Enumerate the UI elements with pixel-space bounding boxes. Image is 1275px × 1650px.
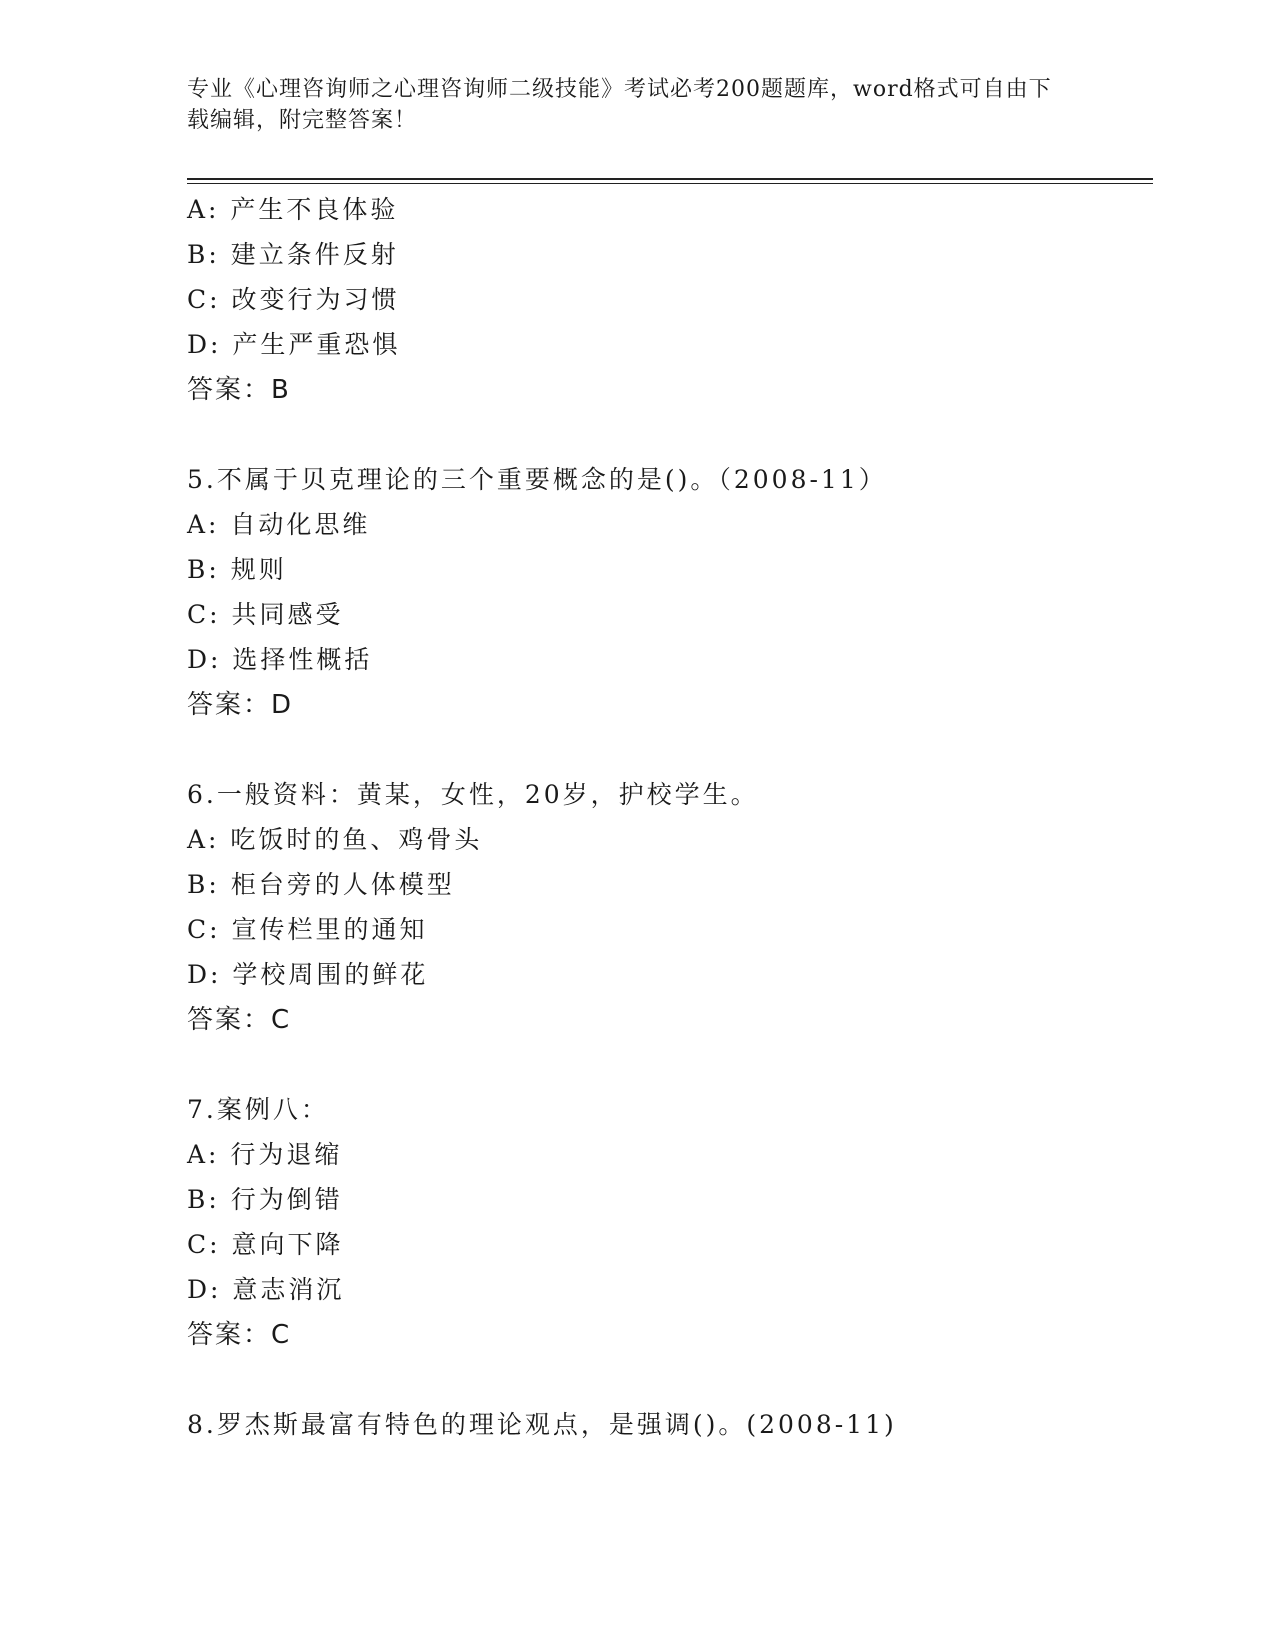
q6-option-d: D: 学校周围的鲜花	[187, 960, 429, 989]
q7-stem: 7.案例八：	[187, 1095, 329, 1124]
q5-option-a: A: 自动化思维	[187, 510, 371, 539]
q6-answer: 答案：C	[187, 1005, 292, 1035]
q6-stem: 6.一般资料：黄某，女性，20岁，护校学生。	[187, 780, 759, 809]
document-header: 专业《心理咨询师之心理咨询师二级技能》考试必考200题题库，word格式可自由下载编辑，附完整答案！	[187, 77, 1052, 133]
q5-answer: 答案：D	[187, 690, 294, 720]
q4-option-a: A: 产生不良体验	[187, 195, 399, 224]
q4-option-d: D: 产生严重恐惧	[187, 330, 401, 359]
q7-option-a: A: 行为退缩	[187, 1140, 343, 1169]
q7-option-b: B: 行为倒错	[187, 1185, 343, 1214]
q5-stem: 5.不属于贝克理论的三个重要概念的是()。（2008-11）	[187, 465, 887, 494]
q4-answer: 答案：B	[187, 375, 291, 405]
q5-option-d: D: 选择性概括	[187, 645, 373, 674]
q6-option-b: B: 柜台旁的人体模型	[187, 870, 455, 899]
q7-answer: 答案：C	[187, 1320, 292, 1350]
q7-option-d: D: 意志消沉	[187, 1275, 345, 1304]
q4-option-c: C: 改变行为习惯	[187, 285, 400, 314]
q6-option-c: C: 宣传栏里的通知	[187, 915, 428, 944]
q5-option-c: C: 共同感受	[187, 600, 344, 629]
q8-stem: 8.罗杰斯最富有特色的理论观点，是强调()。(2008-11)	[187, 1410, 897, 1439]
q6-option-a: A: 吃饭时的鱼、鸡骨头	[187, 825, 483, 854]
q4-option-b: B: 建立条件反射	[187, 240, 399, 269]
header-divider-top	[187, 178, 1153, 180]
q7-option-c: C: 意向下降	[187, 1230, 344, 1259]
q5-option-b: B: 规则	[187, 555, 287, 584]
header-divider-bottom	[187, 183, 1153, 184]
